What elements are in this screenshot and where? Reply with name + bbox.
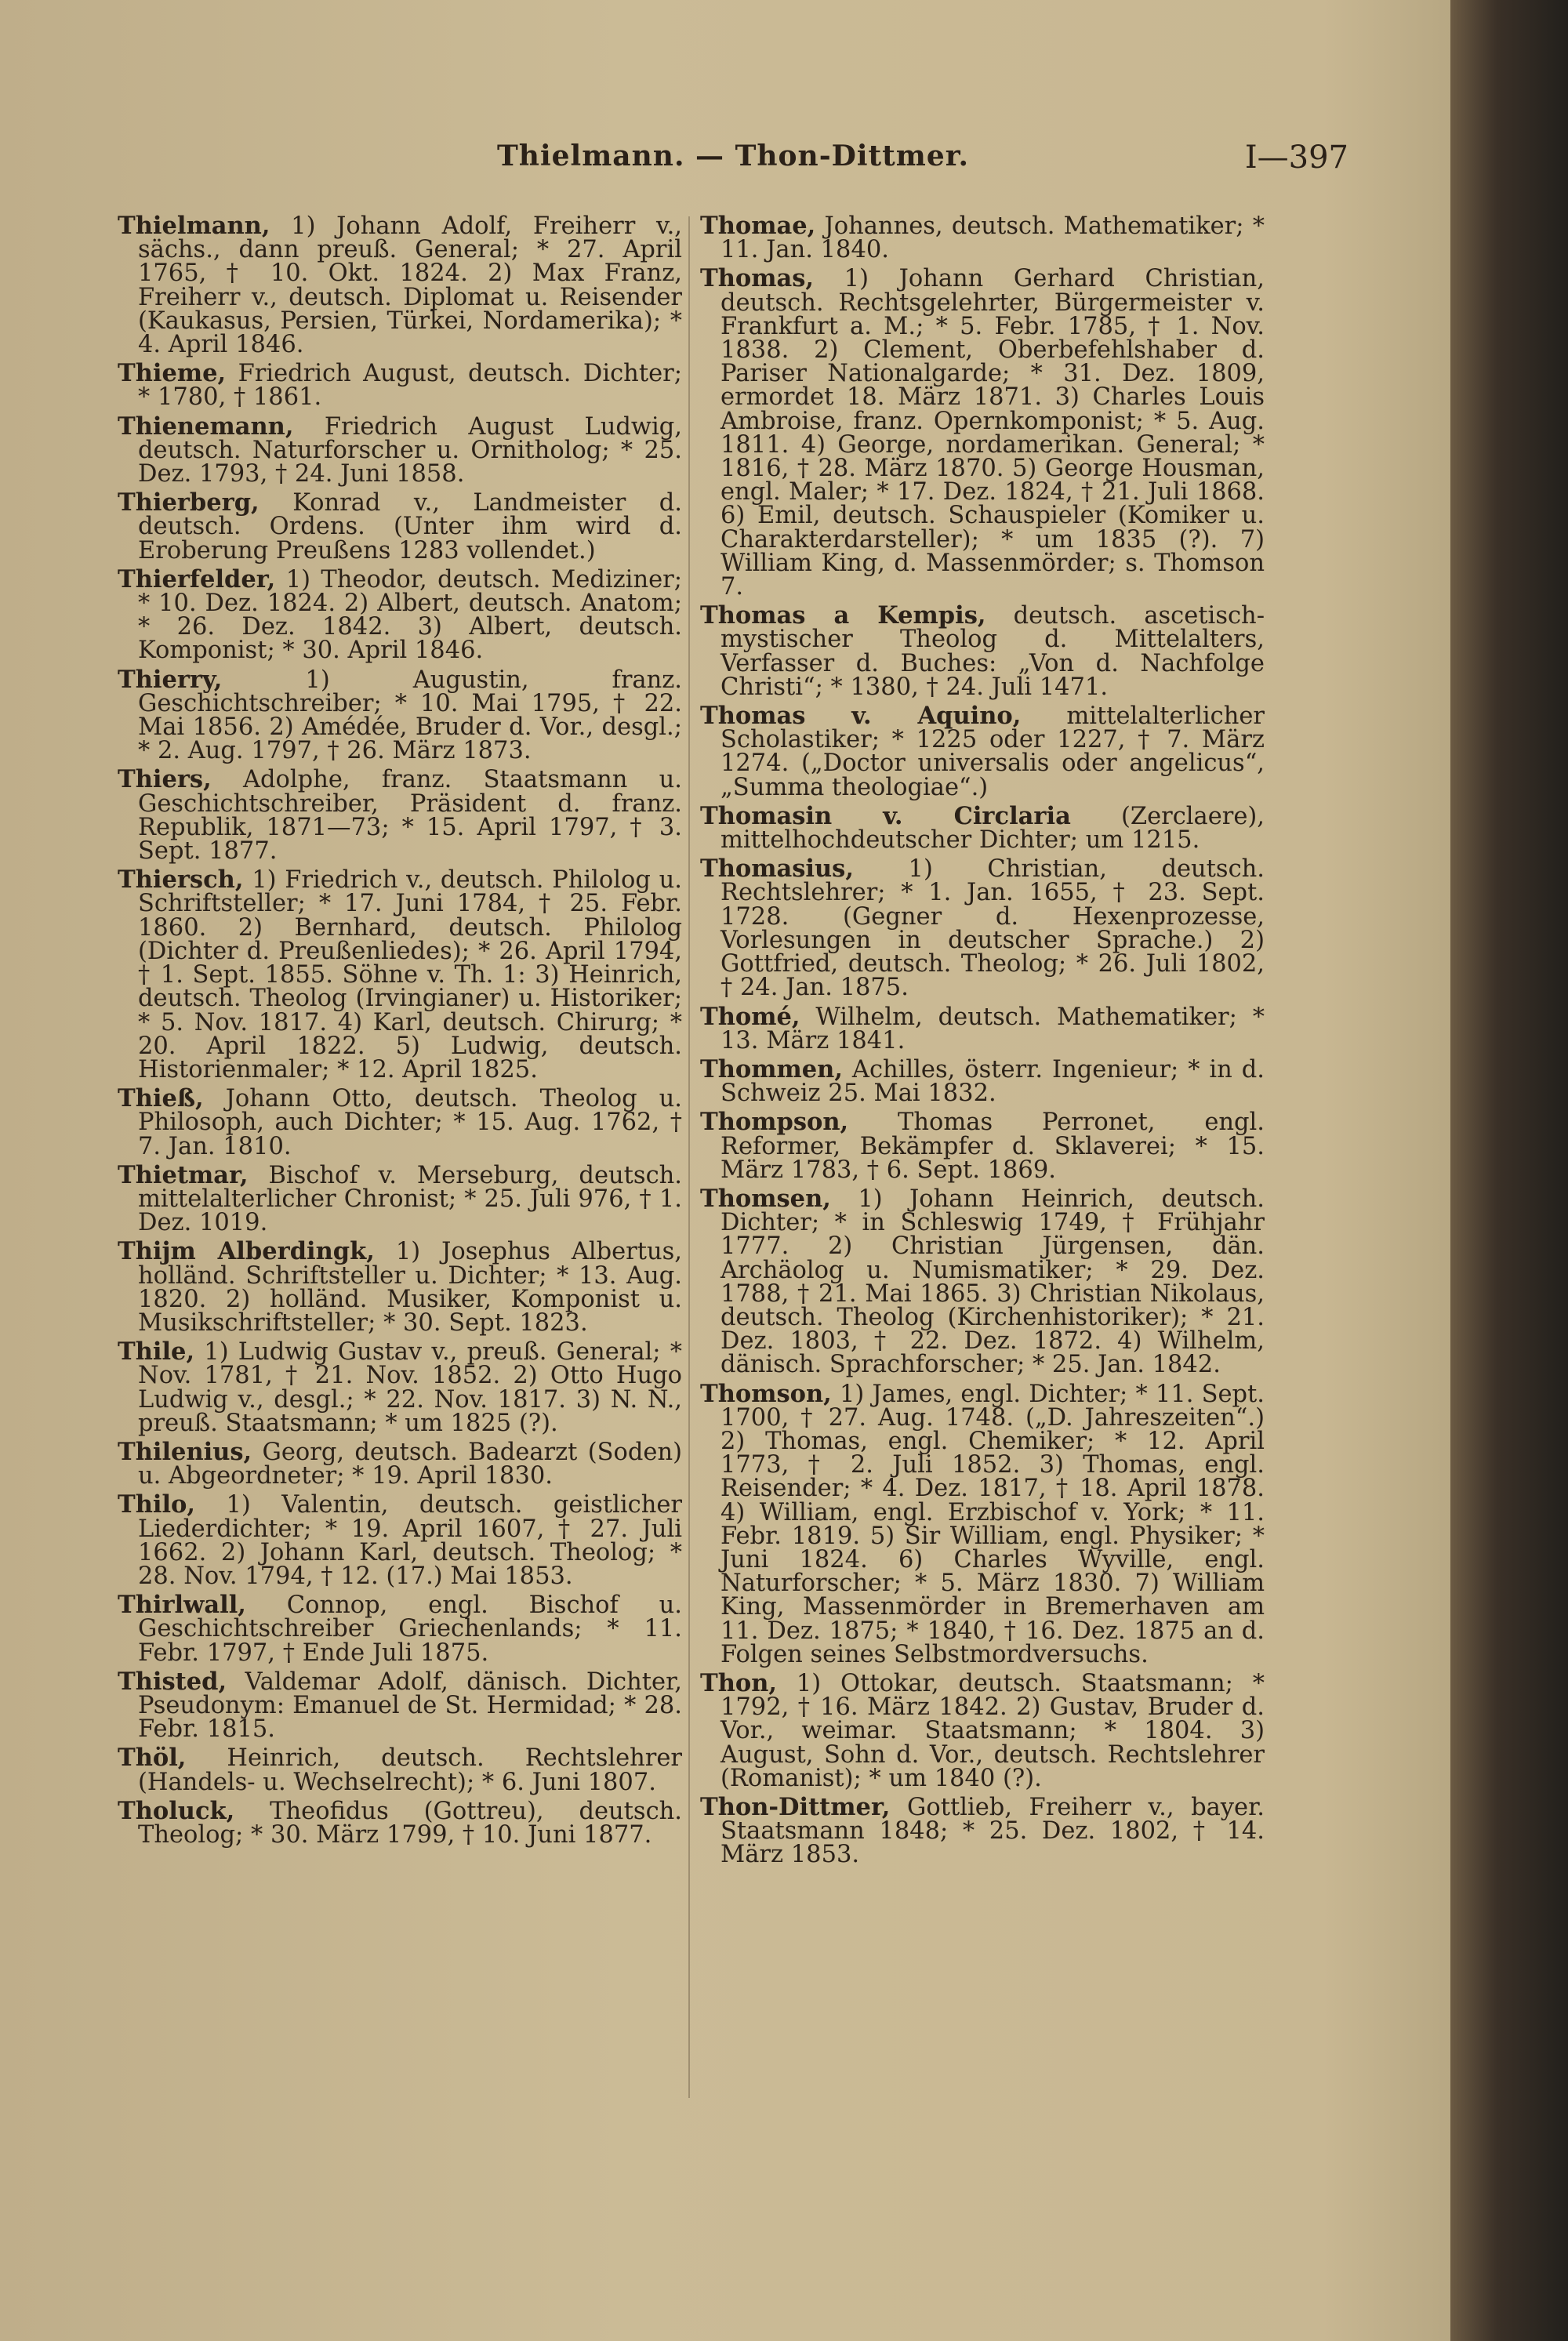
dictionary-entry xyxy=(118,1084,682,1160)
dictionary-entry xyxy=(700,1054,1265,1108)
entry-text: Adolphe, franz. Staatsmann u. Geschichtschreiber, Präsident d. franz. Republik, 1871—73; * 15. April 1797, † 3. Sept. 1877. xyxy=(138,766,682,866)
entry-headword: Thomae, xyxy=(700,212,816,240)
entry-headword: Thommen, xyxy=(700,1054,843,1083)
left-column xyxy=(118,214,682,1852)
dictionary-entry xyxy=(700,1379,1265,1668)
entry-text: Bischof v. Merseburg, deutsch. mittelalterlicher Chronist; * 25. Juli 976, † 1. Dez. 1019. xyxy=(138,1161,682,1237)
entry-headword: Thienemann, xyxy=(118,412,294,441)
dictionary-entry xyxy=(700,214,1265,262)
entry-text: 1) Theodor, deutsch. Mediziner; * 10. Dez. 1824. 2) Albert, deutsch. Anatom; * 26. Dez. 1842. 3) Albert, deutsch. Komponist; * 30. April 1846. xyxy=(138,565,682,665)
entry-headword: Thon-Dittmer, xyxy=(700,1793,891,1821)
entry-text: Friedrich August Ludwig, deutsch. Naturforscher u. Ornitholog; * 25. Dez. 1793, † 24. Juni 1858. xyxy=(138,412,682,488)
entry-headword: Thirlwall, xyxy=(118,1591,246,1620)
entry-headword: Thieme, xyxy=(118,359,227,388)
entry-text: 1) Ottokar, deutsch. Staatsmann; * 1792, † 16. März 1842. 2) Gustav, Bruder d. Vor., weimar. Staatsmann; * 1804. 3) August, Sohn d. Vor., deutsch. Rechtslehrer (Romanist); * um 1840 (?). xyxy=(720,1669,1265,1792)
dictionary-entry xyxy=(700,1668,1265,1792)
right-column xyxy=(700,214,1265,1872)
entry-headword: Thilo, xyxy=(118,1490,196,1519)
dictionary-entry xyxy=(118,1160,682,1237)
dictionary-entry xyxy=(118,765,682,866)
running-head: Thielmann. — Thon-Dittmer. xyxy=(496,140,970,172)
book-spine xyxy=(1450,0,1568,2341)
entry-text: Achilles, österr. Ingenieur; * in d. Schweiz 25. Mai 1832. xyxy=(720,1055,1265,1108)
entry-text: 1) Christian, deutsch. Rechtslehrer; * 1. Jan. 1655, † 23. Sept. 1728. (Gegner d. Hexenprozesse, Vorlesungen in deutscher Sprache.) 2) Gottfried, deutsch. Theolog; * 26. Juli 1802, † 24. Jan. 1875. xyxy=(720,855,1265,1002)
entry-headword: Thierfelder, xyxy=(118,564,276,593)
dictionary-entry xyxy=(118,1337,682,1437)
entry-headword: Thilenius, xyxy=(118,1437,252,1466)
dictionary-entry xyxy=(700,1184,1265,1379)
entry-text: Theofidus (Gottreu), deutsch. Theolog; * 30. März 1799, † 10. Juni 1877. xyxy=(138,1797,682,1849)
entry-headword: Thomas v. Aquino, xyxy=(700,702,1022,731)
entry-text: Heinrich, deutsch. Rechtslehrer (Handels- u. Wechselrecht); * 6. Juni 1807. xyxy=(138,1744,683,1796)
dictionary-entry xyxy=(700,264,1265,601)
entry-text: (Zerclaere), mittelhochdeutscher Dichter; um 1215. xyxy=(720,802,1265,855)
entry-text: 1) Valentin, deutsch. geistlicher Liederdichter; * 19. April 1607, † 27. Juli 1662. 2) Johann Karl, deutsch. Theolog; * 28. Nov. 1794, † 12. (17.) Mai 1853. xyxy=(138,1491,682,1590)
page-number: I—397 xyxy=(1244,140,1348,176)
entry-text: 1) Johann Heinrich, deutsch. Dichter; * in Schleswig 1749, † Frühjahr 1777. 2) Christian Jürgensen, dän. Archäolog u. Numismatiker; * 29. Dez. 1788, † 21. Mai 1865. 3) Christian Nikolaus, deutsch. Theolog (Kirchenhistoriker); * 21. Dez. 1803, † 22. Dez. 1872. 4) Wilhelm, dänisch. Sprachforscher; * 25. Jan. 1842. xyxy=(720,1185,1265,1379)
dictionary-entry xyxy=(118,868,682,1082)
dictionary-entry xyxy=(118,1490,682,1590)
entry-headword: Thiersch, xyxy=(118,866,244,895)
entry-headword: Thile, xyxy=(118,1337,195,1366)
dictionary-entry xyxy=(118,1437,682,1490)
entry-text: Friedrich August, deutsch. Dichter; * 1780, † 1861. xyxy=(138,360,682,412)
entry-headword: Thompson, xyxy=(700,1108,849,1137)
entry-headword: Thomsen, xyxy=(700,1184,831,1213)
dictionary-entry xyxy=(118,1239,682,1335)
entry-headword: Thomé, xyxy=(700,1002,800,1031)
dictionary-entry xyxy=(700,601,1265,701)
dictionary-entry xyxy=(700,801,1265,855)
entry-headword: Thisted, xyxy=(118,1667,227,1696)
entry-text: Konrad v., Landmeister d. deutsch. Ordens. (Unter ihm wird d. Eroberung Preußens 1283 vollendet.) xyxy=(138,489,683,564)
entry-text: Johannes, deutsch. Mathematiker; * 11. Jan. 1840. xyxy=(720,212,1265,264)
entry-headword: Thierry, xyxy=(118,665,223,694)
dictionary-entry xyxy=(118,359,682,412)
entry-headword: Thieß, xyxy=(118,1084,204,1113)
entry-text: 1) James, engl. Dichter; * 11. Sept. 1700, † 27. Aug. 1748. („D. Jahreszeiten“.) 2) Thomas, engl. Chemiker; * 12. April 1773, † 2. Juli 1852. 3) Thomas, engl. Reisender; * 4. Dez. 1817, † 18. April 1878. 4) William, engl. Erzbischof v. York; * 11. Febr. 1819. 5) Sir William, engl. Physiker; * Juni 1824. 6) Charles Wyville, engl. Naturforscher; * 5. März 1830. 7) William King, Massenmörder in Bremerhaven am 11. Dez. 1875; * 1840, † 16. Dez. 1875 an d. Folgen seines Selbstmordversuchs. xyxy=(720,1380,1265,1668)
entry-text: Gottlieb, Freiherr v., bayer. Staatsmann 1848; * 25. Dez. 1802, † 14. März 1853. xyxy=(720,1794,1265,1869)
entry-text: Wilhelm, deutsch. Mathematiker; * 13. März 1841. xyxy=(720,1003,1265,1054)
entry-headword: Thijm Alberdingk, xyxy=(118,1237,375,1266)
dictionary-entry xyxy=(700,857,1265,1000)
entry-text: 1) Johann Gerhard Christian, deutsch. Rechtsgelehrter, Bürgermeister v. Frankfurt a. M.; * 5. Febr. 1785, † 1. Nov. 1838. 2) Clement, Oberbefehlshaber d. Pariser Nationalgarde; * 31. Dez. 1809, ermordet 18. März 1871. 3) Charles Louis Ambroise, franz. Opernkomponist; * 5. Aug. 1811. 4) George, nordamerikan. General; * 1816, † 28. März 1870. 5) George Housman, engl. Maler; * 17. Dez. 1824, † 21. Juli 1868. 6) Emil, deutsch. Schauspieler (Komiker u. Charakterdarsteller); * um 1835 (?). 7) William King, d. Massenmörder; s. Thomson 7. xyxy=(720,265,1265,601)
page-header xyxy=(118,140,1348,187)
column-divider xyxy=(688,216,690,2098)
dictionary-entry xyxy=(118,564,682,665)
entry-headword: Thomasius, xyxy=(700,855,854,884)
entry-text: 1) Josephus Albertus, holländ. Schriftsteller u. Dichter; * 13. Aug. 1820. 2) holländ. Musiker, Komponist u. Musikschriftsteller; * 30. Sept. 1823. xyxy=(138,1238,682,1337)
entry-text: deutsch. ascetisch-mystischer Theolog d. Mittelalters, Verfasser d. Buches: „Von d. Nachfolge Christi“; * 1380, † 24. Juli 1471. xyxy=(720,602,1265,701)
entry-text: Valdemar Adolf, dänisch. Dichter, Pseudonym: Emanuel de St. Hermidad; * 28. Febr. 1815. xyxy=(138,1668,682,1744)
entry-text: 1) Augustin, franz. Geschichtschreiber; * 10. Mai 1795, † 22. Mai 1856. 2) Amédée, Bruder d. Vor., desgl.; * 2. Aug. 1797, † 26. März 1873. xyxy=(138,666,682,765)
dictionary-entry xyxy=(700,1795,1265,1867)
dictionary-entry xyxy=(700,1110,1265,1182)
dictionary-entry xyxy=(118,1667,682,1744)
entry-headword: Tholuck, xyxy=(118,1796,235,1825)
entry-text: Thomas Perronet, engl. Reformer, Bekämpfer d. Sklaverei; * 15. März 1783, † 6. Sept. 1869. xyxy=(720,1109,1265,1184)
entry-text: 1) Friedrich v., deutsch. Philolog u. Schriftsteller; * 17. Juni 1784, † 25. Febr. 1860. 2) Bernhard, deutsch. Philolog (Dichter d. Preußenliedes); * 26. April 1794, † 1. Sept. 1855. Söhne v. Th. 1: 3) Heinrich, deutsch. Theolog (Irvingianer) u. Historiker; * 5. Nov. 1817. 4) Karl, deutsch. Chirurg; * 20. April 1822. 5) Ludwig, deutsch. Historienmaler; * 12. April 1825. xyxy=(138,866,682,1083)
entry-headword: Thomasin v. Circlaria xyxy=(700,801,1071,830)
entry-headword: Thomas a Kempis, xyxy=(700,601,986,630)
dictionary-entry xyxy=(700,1002,1265,1054)
dictionary-entry xyxy=(118,1796,682,1849)
entry-headword: Thielmann, xyxy=(118,212,270,240)
entry-text: mittelalterlicher Scholastiker; * 1225 oder 1227, † 7. März 1274. („Doctor universalis oder angelicus“, „Summa theologiae“.) xyxy=(720,702,1265,801)
dictionary-entry xyxy=(118,665,682,765)
entry-headword: Thietmar, xyxy=(118,1160,249,1189)
entry-text: Connop, engl. Bischof u. Geschichtschreiber Griechenlands; * 11. Febr. 1797, † Ende Juli 1875. xyxy=(138,1592,682,1667)
entry-text: 1) Johann Adolf, Freiherr v., sächs., dann preuß. General; * 27. April 1765, † 10. Okt. 1824. 2) Max Franz, Freiherr v., deutsch. Diplomat u. Reisender (Kaukasus, Persien, Türkei, Nordamerika); * 4. April 1846. xyxy=(138,212,682,359)
dictionary-entry xyxy=(118,214,682,357)
dictionary-entry xyxy=(118,488,683,564)
entry-headword: Thiers, xyxy=(118,765,212,794)
entry-headword: Thon, xyxy=(700,1668,778,1697)
entry-headword: Thomson, xyxy=(700,1379,832,1408)
entry-headword: Thomas, xyxy=(700,264,815,293)
entry-text: 1) Ludwig Gustav v., preuß. General; * Nov. 1781, † 21. Nov. 1852. 2) Otto Hugo Ludwig v., desgl.; * 22. Nov. 1817. 3) N. N., preuß. Staatsmann; * um 1825 (?). xyxy=(138,1338,682,1437)
dictionary-entry xyxy=(118,412,682,488)
entry-text: Georg, deutsch. Badearzt (Soden) u. Abgeordneter; * 19. April 1830. xyxy=(138,1438,682,1490)
dictionary-entry xyxy=(118,1746,682,1794)
dictionary-entry xyxy=(700,704,1265,800)
entry-headword: Thöl, xyxy=(118,1744,187,1773)
entry-text: Johann Otto, deutsch. Theolog u. Philosoph, auch Dichter; * 15. Aug. 1762, † 7. Jan. 1810. xyxy=(138,1085,682,1160)
dictionary-entry xyxy=(118,1593,682,1665)
entry-headword: Thierberg, xyxy=(118,488,260,517)
